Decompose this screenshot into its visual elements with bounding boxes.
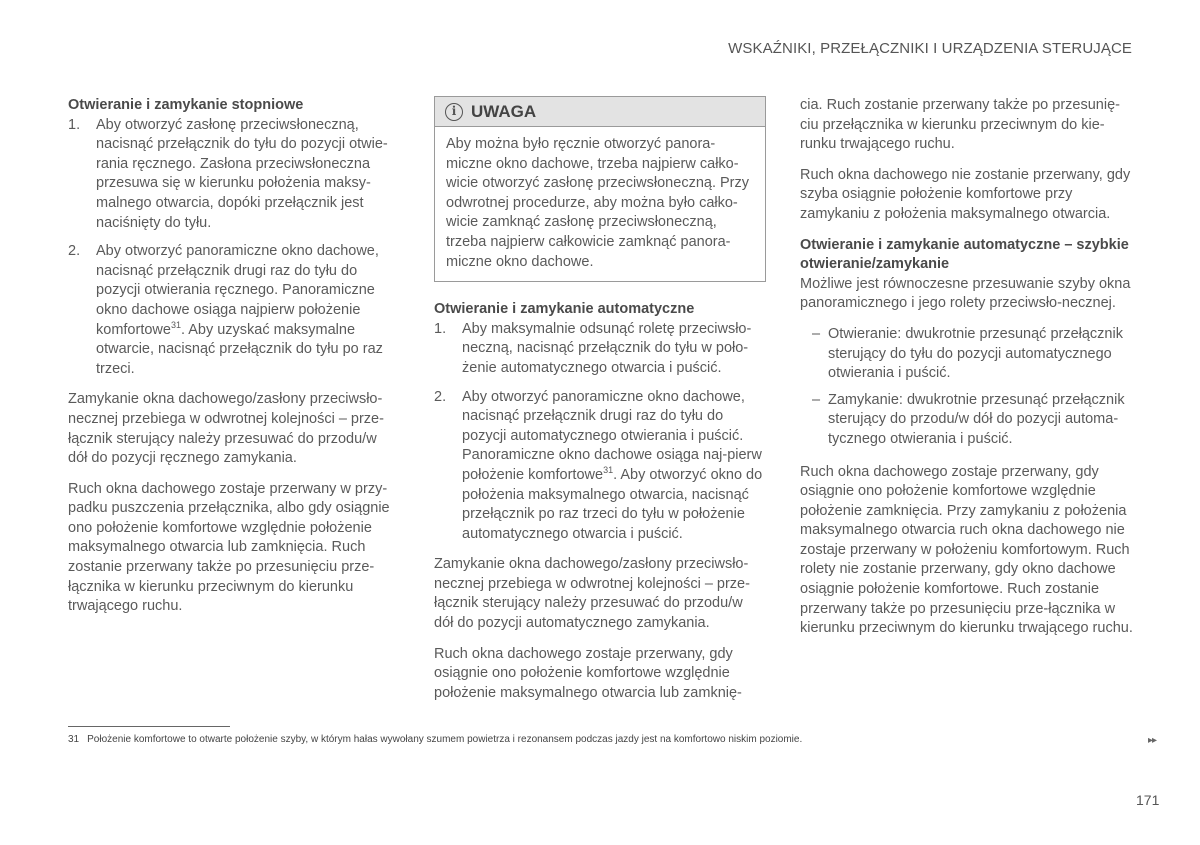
dash-marker: – <box>812 391 821 408</box>
list-item <box>68 242 398 379</box>
step-text-after: . Aby otworzyć okno do położenia maksymalnego otwarcia, nacisnąć przełącznik po raz trzeci do tyłu w położenie automatycznego otwarcia i puścić. <box>462 466 763 542</box>
bullet-list <box>800 325 1135 450</box>
step-text: Aby maksymalnie odsunąć roletę przeciwsło-neczną, nacisnąć przełącznik do tyłu w poło-żenie automatycznego otwarcia i puścić. <box>462 320 752 376</box>
list-item <box>434 388 766 545</box>
note-body: Aby można było ręcznie otworzyć panora-miczne okno dachowe, trzeba najpierw całko-wicie otworzyć zasłonę przeciwsłoneczną. Przy odwrotnej procedurze, aby można było całko-wicie zamknąć zasłonę przeciwsłoneczną, trzeba najpierw całkowicie zamknąć panora-miczne okno dachowe. <box>446 136 749 270</box>
list-item <box>68 116 398 234</box>
note-box <box>434 96 766 282</box>
step-text <box>96 243 383 377</box>
dash-marker: – <box>812 325 821 342</box>
section-heading-gradual: Otwieranie i zamykanie stopniowe <box>68 97 304 113</box>
step-text <box>462 389 762 542</box>
bullet-text: Zamykanie: dwukrotnie przesunąć przełącznik sterujący do przodu/w dół do pozycji automa-tycznego otwierania i puścić. <box>828 391 1125 447</box>
list-item <box>800 391 1135 450</box>
step-number: 2. <box>68 243 81 260</box>
footnote-ref[interactable]: 31 <box>170 319 181 330</box>
paragraph: Ruch okna dachowego zostaje przerwany, gdy osiągnie ono położenie komfortowe względnie położenie maksymalnego otwarcia lub zamknię- <box>434 645 742 701</box>
paragraph: Ruch okna dachowego nie zostanie przerwany, gdy szyba osiągnie położenie komfortowe przy zamykaniu z położenia maksymalnego otwarcia. <box>800 166 1131 222</box>
step-text-before: Aby otworzyć panoramiczne okno dachowe, nacisnąć przełącznik drugi raz do tyłu do pozycji otwierania ręcznego. Panoramiczne okno dachowe osiąga najpierw położenie komfortowe <box>96 243 379 338</box>
note-title: UWAGA <box>471 101 537 121</box>
page-number: 171 <box>1136 792 1160 808</box>
column-1 <box>68 96 398 628</box>
column-3 <box>800 96 1135 650</box>
list-item <box>434 320 766 379</box>
page-header-title: WSKAŹNIKI, PRZEŁĄCZNIKI I URZĄDZENIA STERUJĄCE <box>728 40 1132 57</box>
paragraph: Ruch okna dachowego zostaje przerwany w przy-padku puszczenia przełącznika, albo gdy osiągnie ono położenie komfortowe względnie położenie maksymalnego otwarcia lub zamknięcia. Ruch zostanie przerwany także po przesunięciu prze-łącznika w kierunku przeciwnym do kierunku trwającego ruchu. <box>68 480 390 615</box>
section-heading-quick: Otwieranie i zamykanie automatyczne – szybkie otwieranie/zamykanie <box>800 236 1129 273</box>
paragraph-continued: cia. Ruch zostanie przerwany także po przesunię-ciu przełącznika w kierunku przeciwnym do kie-runku trwającego ruchu. <box>800 97 1120 153</box>
footnote-divider <box>68 726 230 727</box>
step-text-before: Aby otworzyć panoramiczne okno dachowe, nacisnąć przełącznik drugi raz do tyłu do pozycji automatycznego otwierania i puścić. Panoramiczne okno dachowe osiąga naj-pierw położenie komfortowe <box>462 388 762 483</box>
step-number: 2. <box>434 388 447 405</box>
steps-list-gradual <box>68 116 398 380</box>
note-header <box>435 97 765 127</box>
footnote-text: Położenie komfortowe to otwarte położenie szyby, w którym hałas wywołany szumem powietrza i rezonansem podczas jazdy jest na komfortowo niskim poziomie. <box>87 734 803 745</box>
bullet-text: Otwieranie: dwukrotnie przesunąć przełącznik sterujący do tyłu do pozycji automatycznego otwierania i puścić. <box>828 325 1123 382</box>
next-page-icon[interactable]: ▸▸ <box>1148 735 1157 746</box>
step-text-after: . Aby uzyskać maksymalne otwarcie, nacisnąć przełącznik do tyłu po raz trzeci. <box>96 321 383 377</box>
step-text: Aby otworzyć zasłonę przeciwsłoneczną, nacisnąć przełącznik do tyłu do pozycji otwie-rania ręcznego. Zasłona przeciwsłoneczna przesuwa się w kierunku położenia maksy-malnego otwarcia, dopóki przełącznik jest naciśnięty do tyłu. <box>96 116 388 231</box>
column-2 <box>434 96 766 714</box>
paragraph: Zamykanie okna dachowego/zasłony przeciwsło-necznej przebiega w odwrotnej kolejności – prze-łącznik sterujący należy przesuwać do przodu/w dół do pozycji ręcznego zamykania. <box>68 391 384 467</box>
paragraph: Ruch okna dachowego zostaje przerwany, gdy osiągnie ono położenie komfortowe względnie położenie zamknięcia. Przy zamykaniu z położenia maksymalnego otwarcia ruch okna dachowego nie zostaje przerwany w położeniu komfortowym. Ruch rolety nie zostanie przerwany, gdy okno dachowe osiągnie położenie komfortowe. Ruch zostanie przerwany także po przesunięciu prze-łącznika w kierunku przeciwnym do kierunku trwającego ruchu. <box>800 463 1133 637</box>
list-item <box>800 325 1135 384</box>
footnote-ref[interactable]: 31 <box>603 465 614 476</box>
info-icon: i <box>445 103 463 121</box>
section-heading-automatic: Otwieranie i zamykanie automatyczne <box>434 301 695 318</box>
paragraph: Zamykanie okna dachowego/zasłony przeciwsło-necznej przebiega w odwrotnej kolejności – prze-łącznik sterujący należy przesuwać do przodu/w dół do pozycji automatycznego zamykania. <box>434 556 750 632</box>
step-number: 1. <box>434 320 447 337</box>
step-number: 1. <box>68 116 81 133</box>
steps-list-automatic <box>434 320 766 545</box>
footnote <box>68 734 802 745</box>
footnote-number: 31 <box>68 734 80 745</box>
paragraph: Możliwe jest równoczesne przesuwanie szyby okna panoramicznego i jego rolety przeciwsło-necznej. <box>800 275 1131 312</box>
